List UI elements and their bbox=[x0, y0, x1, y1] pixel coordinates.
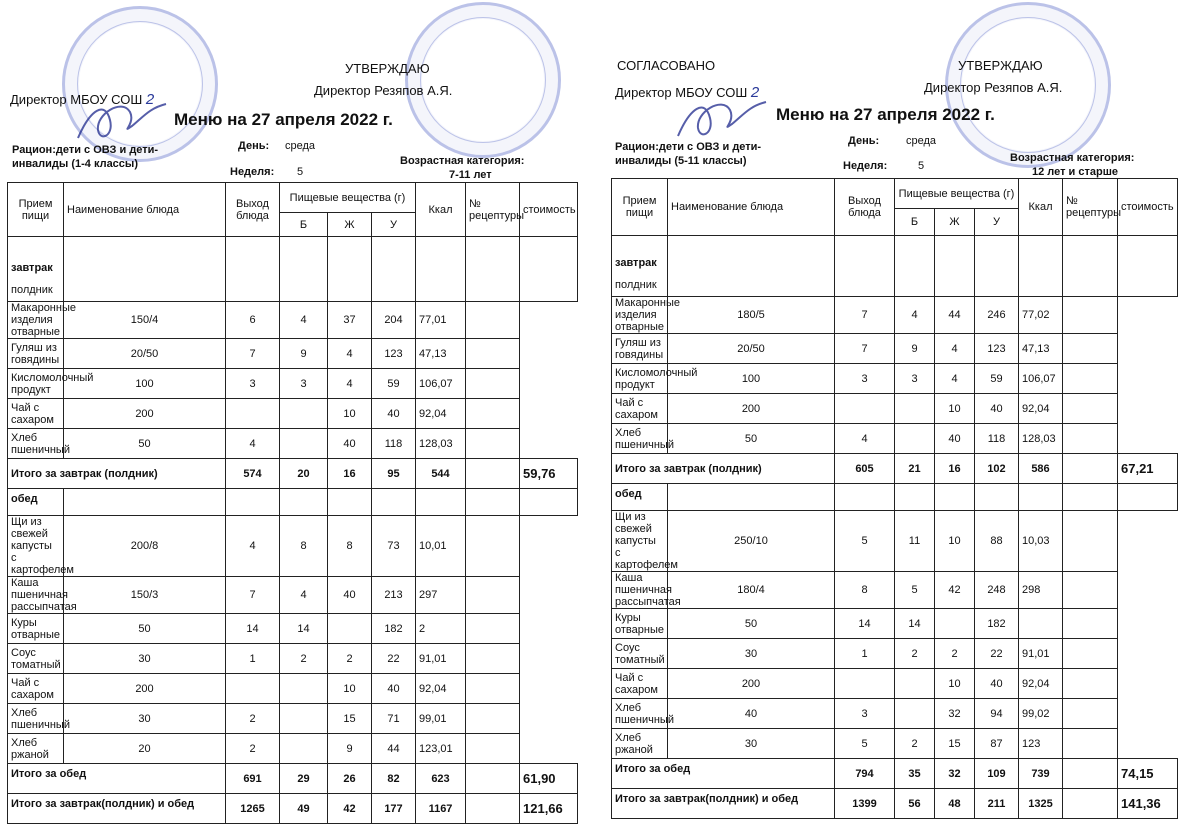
grand-total-row: Итого за завтрак(полдник) и обед 1265 49 42 177 1167 121,66 bbox=[8, 794, 578, 824]
dish-u: 10 bbox=[935, 669, 975, 699]
dish-b: 8 bbox=[835, 572, 895, 609]
dish-kcal: 88 bbox=[975, 511, 1019, 572]
week-value: 5 bbox=[297, 166, 304, 178]
dish-rec: 297 bbox=[416, 577, 466, 614]
dish-rec: 123 bbox=[1019, 729, 1063, 759]
dish-out: 30 bbox=[668, 729, 835, 759]
breakfast-total-row-right: Итого за завтрак (полдник) 605 21 16 102 586 67,21 bbox=[612, 454, 1178, 484]
dish-row bbox=[8, 339, 578, 369]
dish-name: Чай с сахаром bbox=[612, 669, 668, 699]
dish-name: Хлеб ржаной bbox=[8, 734, 64, 764]
dish-out: 40 bbox=[668, 699, 835, 729]
day-label: День: bbox=[238, 140, 270, 152]
dish-u: 9 bbox=[328, 734, 372, 764]
dish-kcal: 44 bbox=[372, 734, 416, 764]
menu-table-right bbox=[611, 178, 1178, 819]
breakfast-rows-right bbox=[612, 297, 1178, 454]
school-number: 2 bbox=[145, 91, 155, 108]
dish-b: 5 bbox=[835, 729, 895, 759]
dish-kcal: 73 bbox=[372, 516, 416, 577]
dish-cost bbox=[1063, 511, 1118, 572]
lunch-total-row: Итого за обед 691 29 26 82 623 61,90 bbox=[8, 764, 578, 794]
dish-kcal: 118 bbox=[975, 424, 1019, 454]
dish-row bbox=[612, 394, 1178, 424]
dish-zh: 8 bbox=[280, 516, 328, 577]
dish-cost bbox=[1063, 424, 1118, 454]
dish-row bbox=[8, 674, 578, 704]
dish-u: 44 bbox=[935, 297, 975, 334]
dish-rec: 91,01 bbox=[1019, 639, 1063, 669]
director-line: Директор МБОУ СОШ 2 bbox=[10, 91, 155, 108]
dish-out: 50 bbox=[64, 429, 226, 459]
ration-label: Рацион:дети с ОВЗ и дети-инвалиды (1-4 классы) bbox=[12, 144, 159, 170]
dish-rec: 92,04 bbox=[416, 399, 466, 429]
dish-out: 150/3 bbox=[64, 577, 226, 614]
dish-kcal: 182 bbox=[372, 614, 416, 644]
dish-rec: 10,03 bbox=[1019, 511, 1063, 572]
col-zh-header-right: Ж bbox=[935, 209, 975, 236]
dish-zh: 3 bbox=[895, 364, 935, 394]
dish-out: 100 bbox=[64, 369, 226, 399]
dish-cost bbox=[1063, 639, 1118, 669]
col-dish-header-right: Наименование блюда bbox=[668, 179, 835, 236]
age-value-right: 12 лет и старше bbox=[1032, 166, 1118, 178]
page-title-right: Меню на 27 апреля 2022 г. bbox=[776, 105, 995, 124]
lunch-rows-right bbox=[612, 511, 1178, 759]
dish-cost bbox=[466, 339, 520, 369]
approved-label: УТВЕРЖДАЮ bbox=[345, 61, 430, 76]
dish-rec: 77,02 bbox=[1019, 297, 1063, 334]
dish-kcal: 123 bbox=[372, 339, 416, 369]
dish-zh bbox=[280, 734, 328, 764]
dish-zh bbox=[895, 424, 935, 454]
dish-zh: 2 bbox=[895, 639, 935, 669]
dish-cost bbox=[1063, 699, 1118, 729]
school-number-right: 2 bbox=[750, 84, 760, 101]
dish-zh: 2 bbox=[895, 729, 935, 759]
dish-cost bbox=[1063, 297, 1118, 334]
dish-b: 3 bbox=[835, 699, 895, 729]
dish-zh: 5 bbox=[895, 572, 935, 609]
dish-name: Чай с сахаром bbox=[8, 674, 64, 704]
menu-table bbox=[7, 182, 578, 824]
dish-cost bbox=[1063, 394, 1118, 424]
dish-out: 200 bbox=[64, 399, 226, 429]
col-zh-header: Ж bbox=[328, 213, 372, 237]
dish-rec: 91,01 bbox=[416, 644, 466, 674]
dish-out: 250/10 bbox=[668, 511, 835, 572]
dish-rec: 47,13 bbox=[416, 339, 466, 369]
dish-out: 180/5 bbox=[668, 297, 835, 334]
dish-b: 7 bbox=[226, 339, 280, 369]
dish-row bbox=[612, 297, 1178, 334]
dish-out: 150/4 bbox=[64, 302, 226, 339]
dish-row bbox=[8, 734, 578, 764]
dish-out: 200/8 bbox=[64, 516, 226, 577]
dish-name: Хлеб пшеничный bbox=[8, 704, 64, 734]
dish-kcal: 71 bbox=[372, 704, 416, 734]
dish-row bbox=[612, 669, 1178, 699]
dish-zh bbox=[280, 429, 328, 459]
dish-zh bbox=[895, 699, 935, 729]
dish-kcal: 59 bbox=[372, 369, 416, 399]
director-line-right: Директор МБОУ СОШ 2 bbox=[615, 84, 760, 101]
dish-name: Соус томатный bbox=[8, 644, 64, 674]
col-nutrients-header-right: Пищевые вещества (г) bbox=[895, 179, 1019, 209]
dish-u bbox=[328, 614, 372, 644]
dish-cost bbox=[1063, 334, 1118, 364]
dish-cost bbox=[466, 644, 520, 674]
dish-cost bbox=[466, 674, 520, 704]
breakfast-rows bbox=[8, 302, 578, 459]
dish-out: 50 bbox=[668, 609, 835, 639]
dish-rec: 10,01 bbox=[416, 516, 466, 577]
breakfast-label: завтрак полдник bbox=[8, 237, 64, 302]
dish-u: 4 bbox=[328, 369, 372, 399]
dish-kcal: 22 bbox=[372, 644, 416, 674]
dish-out: 180/4 bbox=[668, 572, 835, 609]
dish-u: 40 bbox=[328, 577, 372, 614]
col-output-header: Выход блюда bbox=[226, 183, 280, 237]
dish-name: Хлеб ржаной bbox=[612, 729, 668, 759]
dish-row bbox=[8, 704, 578, 734]
director-name-right: Директор Резяпов А.Я. bbox=[924, 80, 1063, 95]
dish-rec: 128,03 bbox=[1019, 424, 1063, 454]
dish-b: 2 bbox=[226, 704, 280, 734]
dish-u: 2 bbox=[935, 639, 975, 669]
day-value: среда bbox=[285, 140, 316, 152]
dish-row bbox=[612, 699, 1178, 729]
dish-kcal: 94 bbox=[975, 699, 1019, 729]
seal-stamp-left-2 bbox=[405, 2, 561, 158]
dish-name: Гуляш из говядины bbox=[8, 339, 64, 369]
dish-out: 200 bbox=[64, 674, 226, 704]
dish-zh bbox=[280, 674, 328, 704]
dish-row bbox=[612, 639, 1178, 669]
col-output-header-right: Выход блюда bbox=[835, 179, 895, 236]
dish-name: Макаронные изделия отварные bbox=[612, 297, 668, 334]
dish-b: 1 bbox=[835, 639, 895, 669]
grand-total-row-right: Итого за завтрак(полдник) и обед 1399 56 48 211 1325 141,36 bbox=[612, 789, 1178, 819]
dish-out: 50 bbox=[64, 614, 226, 644]
dish-rec: 92,04 bbox=[1019, 669, 1063, 699]
dish-row bbox=[8, 614, 578, 644]
lunch-label: обед bbox=[8, 489, 64, 516]
dish-out: 30 bbox=[64, 704, 226, 734]
dish-row bbox=[612, 334, 1178, 364]
dish-b bbox=[835, 669, 895, 699]
week-value-right: 5 bbox=[918, 160, 925, 172]
dish-u: 10 bbox=[935, 394, 975, 424]
dish-u: 40 bbox=[328, 429, 372, 459]
dish-cost bbox=[466, 704, 520, 734]
dish-row bbox=[8, 644, 578, 674]
dish-b: 5 bbox=[835, 511, 895, 572]
dish-kcal: 87 bbox=[975, 729, 1019, 759]
week-label: Неделя: bbox=[230, 166, 275, 178]
dish-b: 7 bbox=[835, 297, 895, 334]
dish-kcal: 123 bbox=[975, 334, 1019, 364]
dish-name: Соус томатный bbox=[612, 639, 668, 669]
col-b-header-right: Б bbox=[895, 209, 935, 236]
dish-cost bbox=[1063, 609, 1118, 639]
dish-cost bbox=[466, 577, 520, 614]
dish-rec: 92,04 bbox=[1019, 394, 1063, 424]
dish-row bbox=[8, 429, 578, 459]
dish-name: Кисломолочный продукт bbox=[8, 369, 64, 399]
dish-name: Куры отварные bbox=[612, 609, 668, 639]
col-nutrients-header: Пищевые вещества (г) bbox=[280, 183, 416, 213]
col-meal-header-right: Прием пищи bbox=[612, 179, 668, 236]
dish-u bbox=[935, 609, 975, 639]
dish-name: Хлеб пшеничный bbox=[8, 429, 64, 459]
dish-rec: 298 bbox=[1019, 572, 1063, 609]
dish-cost bbox=[466, 302, 520, 339]
dish-kcal: 182 bbox=[975, 609, 1019, 639]
dish-out: 30 bbox=[668, 639, 835, 669]
dish-b: 3 bbox=[226, 369, 280, 399]
dish-zh bbox=[280, 399, 328, 429]
dish-cost bbox=[1063, 364, 1118, 394]
approved-label-right: УТВЕРЖДАЮ bbox=[958, 58, 1043, 73]
dish-row bbox=[612, 364, 1178, 394]
dish-out: 200 bbox=[668, 394, 835, 424]
dish-rec: 77,01 bbox=[416, 302, 466, 339]
dish-name: Куры отварные bbox=[8, 614, 64, 644]
col-cost-header: стоимость bbox=[520, 183, 578, 237]
dish-zh: 14 bbox=[895, 609, 935, 639]
dish-row bbox=[8, 399, 578, 429]
dish-cost bbox=[1063, 572, 1118, 609]
dish-rec: 106,07 bbox=[416, 369, 466, 399]
dish-b bbox=[835, 394, 895, 424]
dish-out: 100 bbox=[668, 364, 835, 394]
age-label-right: Возрастная категория: bbox=[1010, 152, 1135, 164]
col-b-header: Б bbox=[280, 213, 328, 237]
dish-cost bbox=[466, 614, 520, 644]
dish-u: 10 bbox=[935, 511, 975, 572]
dish-kcal: 248 bbox=[975, 572, 1019, 609]
dish-zh: 9 bbox=[895, 334, 935, 364]
dish-zh: 9 bbox=[280, 339, 328, 369]
dish-row bbox=[8, 516, 578, 577]
lunch-total-row-right: Итого за обед 794 35 32 109 739 74,15 bbox=[612, 759, 1178, 789]
dish-cost bbox=[466, 369, 520, 399]
dish-kcal: 204 bbox=[372, 302, 416, 339]
dish-row bbox=[612, 729, 1178, 759]
dish-b: 14 bbox=[226, 614, 280, 644]
dish-u: 4 bbox=[935, 334, 975, 364]
dish-zh bbox=[280, 704, 328, 734]
dish-u: 32 bbox=[935, 699, 975, 729]
lunch-rows bbox=[8, 516, 578, 764]
col-recipe-header: № рецептуры bbox=[466, 183, 520, 237]
dish-row bbox=[8, 302, 578, 339]
dish-row bbox=[612, 511, 1178, 572]
right-menu-page bbox=[600, 0, 1183, 811]
dish-name: Гуляш из говядины bbox=[612, 334, 668, 364]
dish-name: Чай с сахаром bbox=[612, 394, 668, 424]
dish-rec: 123,01 bbox=[416, 734, 466, 764]
dish-cost bbox=[1063, 669, 1118, 699]
dish-row bbox=[612, 572, 1178, 609]
dish-b: 2 bbox=[226, 734, 280, 764]
dish-out: 20 bbox=[64, 734, 226, 764]
dish-kcal: 59 bbox=[975, 364, 1019, 394]
dish-zh: 3 bbox=[280, 369, 328, 399]
dish-rec: 2 bbox=[416, 614, 466, 644]
dish-zh: 2 bbox=[280, 644, 328, 674]
dish-name: Каша пшеничная рассыпчатая bbox=[612, 572, 668, 609]
page-title: Меню на 27 апреля 2022 г. bbox=[174, 110, 393, 129]
col-u-header-right: У bbox=[975, 209, 1019, 236]
col-meal-header: Прием пищи bbox=[8, 183, 64, 237]
dish-row bbox=[612, 609, 1178, 639]
dish-out: 50 bbox=[668, 424, 835, 454]
dish-rec: 99,02 bbox=[1019, 699, 1063, 729]
dish-cost bbox=[466, 516, 520, 577]
dish-u: 10 bbox=[328, 399, 372, 429]
dish-kcal: 40 bbox=[975, 669, 1019, 699]
dish-kcal: 22 bbox=[975, 639, 1019, 669]
dish-kcal: 40 bbox=[372, 674, 416, 704]
dish-name: Чай с сахаром bbox=[8, 399, 64, 429]
lunch-label-right: обед bbox=[612, 484, 668, 511]
dish-u: 40 bbox=[935, 424, 975, 454]
dish-out: 20/50 bbox=[668, 334, 835, 364]
dish-u: 4 bbox=[935, 364, 975, 394]
dish-kcal: 118 bbox=[372, 429, 416, 459]
dish-u: 2 bbox=[328, 644, 372, 674]
dish-b bbox=[226, 674, 280, 704]
dish-rec: 92,04 bbox=[416, 674, 466, 704]
col-dish-header: Наименование блюда bbox=[64, 183, 226, 237]
dish-name: Щи из свежей капусты с картофелем bbox=[8, 516, 64, 577]
dish-u: 37 bbox=[328, 302, 372, 339]
dish-name: Кисломолочный продукт bbox=[612, 364, 668, 394]
dish-out: 30 bbox=[64, 644, 226, 674]
director-name: Директор Резяпов А.Я. bbox=[314, 83, 453, 98]
dish-rec: 106,07 bbox=[1019, 364, 1063, 394]
dish-b: 14 bbox=[835, 609, 895, 639]
dish-name: Каша пшеничная рассыпчатая bbox=[8, 577, 64, 614]
dish-rec: 47,13 bbox=[1019, 334, 1063, 364]
age-label: Возрастная категория: bbox=[400, 155, 525, 167]
dish-out: 200 bbox=[668, 669, 835, 699]
dish-cost bbox=[466, 734, 520, 764]
col-cost-header-right: стоимость bbox=[1118, 179, 1178, 236]
age-value: 7-11 лет bbox=[449, 169, 492, 181]
day-label-right: День: bbox=[848, 135, 880, 147]
week-label-right: Неделя: bbox=[843, 160, 888, 172]
dish-zh: 4 bbox=[280, 302, 328, 339]
dish-kcal: 40 bbox=[372, 399, 416, 429]
dish-row bbox=[612, 424, 1178, 454]
dish-zh: 4 bbox=[280, 577, 328, 614]
dish-b bbox=[226, 399, 280, 429]
agreed-label: СОГЛАСОВАНО bbox=[617, 58, 716, 73]
dish-zh bbox=[895, 669, 935, 699]
dish-kcal: 246 bbox=[975, 297, 1019, 334]
col-kcal-header-right: Ккал bbox=[1019, 179, 1063, 236]
dish-kcal: 213 bbox=[372, 577, 416, 614]
dish-cost bbox=[466, 429, 520, 459]
left-menu-page bbox=[0, 0, 590, 816]
dish-name: Макаронные изделия отварные bbox=[8, 302, 64, 339]
dish-u: 10 bbox=[328, 674, 372, 704]
dish-row bbox=[8, 577, 578, 614]
dish-b: 7 bbox=[835, 334, 895, 364]
dish-out: 20/50 bbox=[64, 339, 226, 369]
dish-zh: 11 bbox=[895, 511, 935, 572]
ration-label-right: Рацион:дети с ОВЗ и дети-инвалиды (5-11 классы) bbox=[615, 141, 762, 167]
day-value-right: среда bbox=[906, 135, 937, 147]
dish-b: 1 bbox=[226, 644, 280, 674]
dish-rec: 128,03 bbox=[416, 429, 466, 459]
dish-b: 4 bbox=[226, 516, 280, 577]
dish-name: Хлеб пшеничный bbox=[612, 699, 668, 729]
dish-cost bbox=[466, 399, 520, 429]
dish-rec bbox=[1019, 609, 1063, 639]
dish-u: 42 bbox=[935, 572, 975, 609]
dish-u: 15 bbox=[935, 729, 975, 759]
dish-b: 4 bbox=[835, 424, 895, 454]
dish-zh: 4 bbox=[895, 297, 935, 334]
col-kcal-header: Ккал bbox=[416, 183, 466, 237]
dish-kcal: 40 bbox=[975, 394, 1019, 424]
dish-u: 4 bbox=[328, 339, 372, 369]
dish-rec: 99,01 bbox=[416, 704, 466, 734]
dish-name: Щи из свежей капусты с картофелем bbox=[612, 511, 668, 572]
dish-u: 8 bbox=[328, 516, 372, 577]
col-u-header: У bbox=[372, 213, 416, 237]
dish-b: 3 bbox=[835, 364, 895, 394]
breakfast-total-row: Итого за завтрак (полдник) 574 20 16 95 544 59,76 bbox=[8, 459, 578, 489]
dish-b: 7 bbox=[226, 577, 280, 614]
dish-b: 6 bbox=[226, 302, 280, 339]
dish-row bbox=[8, 369, 578, 399]
dish-zh: 14 bbox=[280, 614, 328, 644]
dish-u: 15 bbox=[328, 704, 372, 734]
dish-name: Хлеб пшеничный bbox=[612, 424, 668, 454]
dish-b: 4 bbox=[226, 429, 280, 459]
breakfast-label-right: завтрак полдник bbox=[612, 236, 668, 297]
dish-cost bbox=[1063, 729, 1118, 759]
dish-zh bbox=[895, 394, 935, 424]
col-recipe-header-right: № рецептуры bbox=[1063, 179, 1118, 236]
